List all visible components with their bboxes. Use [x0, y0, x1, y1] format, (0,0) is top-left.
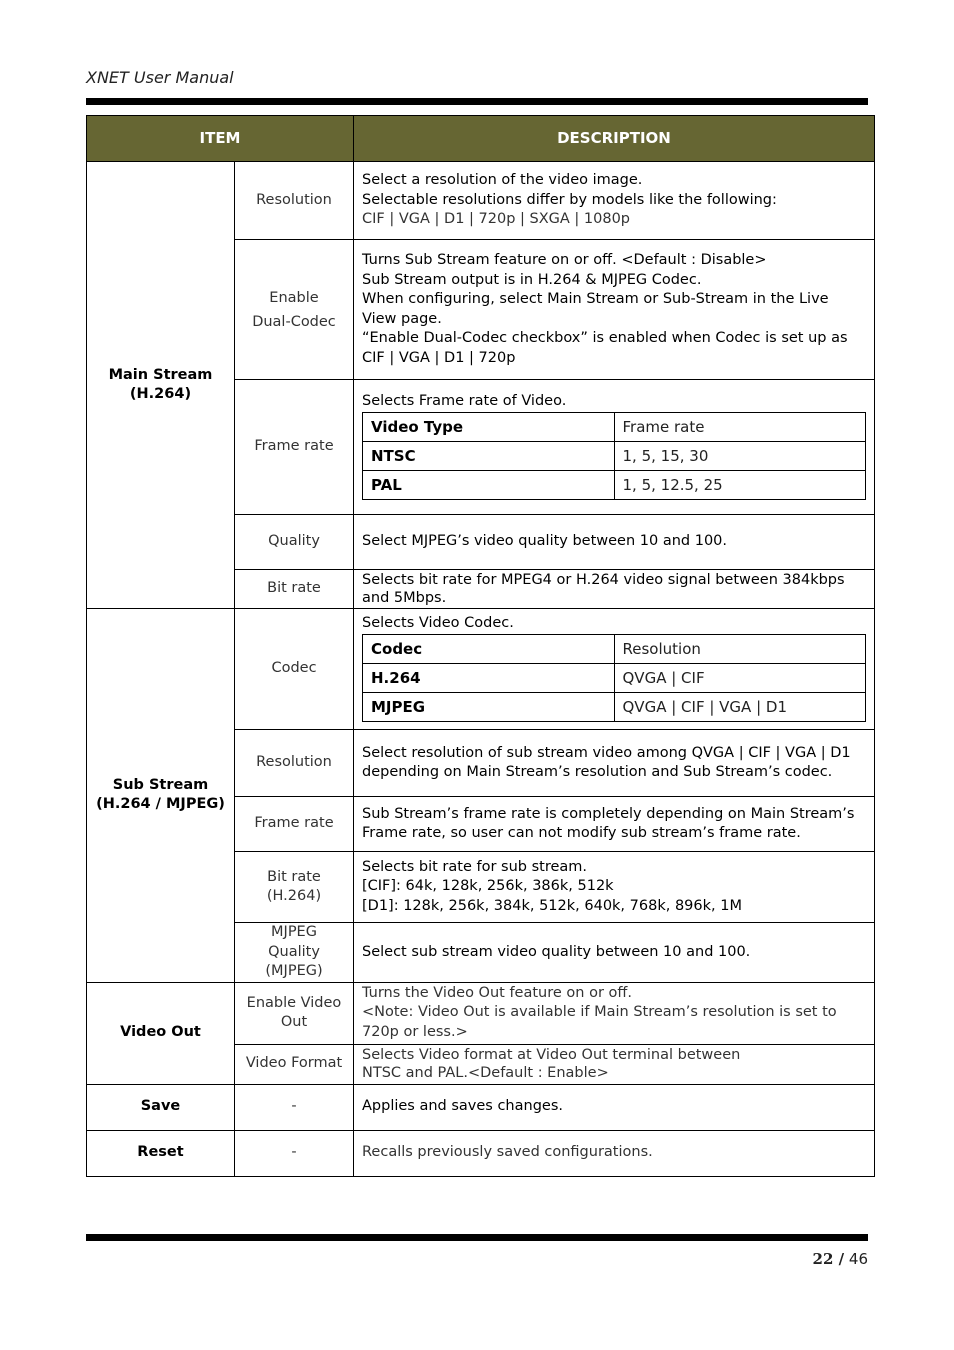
codec-description	[354, 609, 875, 730]
table-cell: Codec	[363, 635, 615, 664]
text-line: Selects Video format at Video Out terminal between	[362, 1047, 741, 1063]
save-label: Save	[87, 1084, 235, 1130]
text-line: Selects Frame rate of Video.	[362, 392, 567, 409]
codec-label: Codec	[235, 609, 354, 730]
table-row	[87, 1084, 875, 1130]
main-stream-label: Main Stream (H.264)	[87, 162, 235, 609]
table-row	[363, 664, 866, 693]
table-cell: PAL	[363, 471, 615, 500]
enable-video-out-description	[354, 982, 875, 1044]
table-row	[363, 471, 866, 500]
sub-resolution-label: Resolution	[235, 730, 354, 797]
text-line: Turns Sub Stream feature on or off. <Default : Disable>	[362, 252, 767, 268]
text-line: Select a resolution of the video image.	[362, 172, 643, 189]
header-rule	[86, 98, 868, 105]
text-line: Bit rate	[267, 868, 321, 885]
total-pages: 46	[848, 1250, 868, 1268]
reset-description: Recalls previously saved configurations.	[354, 1130, 875, 1176]
dual-codec-label	[235, 240, 354, 380]
codec-table	[362, 634, 866, 722]
text-line: Quality	[268, 943, 320, 960]
footer-rule	[86, 1234, 868, 1241]
text-line: (MJPEG)	[265, 963, 323, 979]
dual-codec-description	[354, 240, 875, 380]
sub-bit-rate-description	[354, 852, 875, 923]
table-cell: H.264	[363, 664, 615, 693]
sub-frame-rate-description: Sub Stream’s frame rate is completely depending on Main Stream’s Frame rate, so user can not modify sub stream’s frame rate.	[354, 797, 875, 852]
table-row	[87, 1130, 875, 1176]
mjpeg-quality-description: Select sub stream video quality between 10 and 100.	[354, 923, 875, 983]
table-cell: Resolution	[614, 635, 866, 664]
video-format-label: Video Format	[235, 1044, 354, 1084]
page-number	[813, 1250, 868, 1268]
text-line: When configuring, select Main Stream or Sub-Stream in the Live View page.	[362, 291, 829, 327]
document-header-title: XNET User Manual	[86, 68, 234, 87]
text-line: Selectable resolutions differ by models like the following:	[362, 191, 777, 208]
text-line: Dual-Codec	[252, 313, 336, 330]
video-format-description	[354, 1044, 875, 1084]
table-row	[363, 635, 866, 664]
text-line: [D1]: 128k, 256k, 384k, 512k, 640k, 768k, 896k, 1M	[362, 897, 742, 914]
text-line: [CIF]: 64k, 128k, 256k, 386k, 512k	[362, 878, 614, 895]
sub-frame-rate-label: Frame rate	[235, 797, 354, 852]
save-description: Applies and saves changes.	[354, 1084, 875, 1130]
table-row	[87, 162, 875, 240]
text-line: MJPEG	[271, 924, 317, 940]
resolution-label: Resolution	[235, 162, 354, 240]
table-cell: NTSC	[363, 442, 615, 471]
sub-bit-rate-label	[235, 852, 354, 923]
table-cell: Frame rate	[614, 413, 866, 442]
mjpeg-quality-label	[235, 923, 354, 983]
table-row	[363, 413, 866, 442]
current-page: 22 /	[812, 1250, 845, 1268]
table-row	[87, 982, 875, 1044]
table-row	[363, 442, 866, 471]
table-row	[87, 609, 875, 730]
text-line: Sub Stream output is in H.264 & MJPEG Codec.	[362, 271, 702, 288]
bit-rate-label: Bit rate	[235, 570, 354, 609]
table-cell: 1, 5, 12.5, 25	[614, 471, 866, 500]
reset-label: Reset	[87, 1130, 235, 1176]
table-cell: Video Type	[363, 413, 615, 442]
text-line: Selects Video Codec.	[362, 614, 514, 631]
reset-sub: -	[235, 1130, 354, 1176]
frame-rate-table	[362, 412, 866, 500]
table-cell: QVGA | CIF | VGA | D1	[614, 693, 866, 722]
sub-resolution-description: Select resolution of sub stream video among QVGA | CIF | VGA | D1 depending on Main Stream’s resolution and Sub Stream’s codec.	[354, 730, 875, 797]
text-line: Enable	[269, 289, 319, 306]
text-line: Turns the Video Out feature on or off.	[362, 984, 632, 1001]
enable-video-out-label: Enable Video Out	[235, 982, 354, 1044]
table-row	[363, 693, 866, 722]
save-sub: -	[235, 1084, 354, 1130]
video-out-label: Video Out	[87, 982, 235, 1084]
text-line: (H.264)	[266, 888, 322, 904]
text-line: Selects bit rate for sub stream.	[362, 858, 588, 875]
settings-table	[86, 115, 875, 1177]
item-column-header: ITEM	[87, 116, 354, 162]
text-line: “Enable Dual-Codec checkbox” is enabled when Codec is set up as CIF | VGA | D1 | 720p	[362, 330, 848, 366]
sub-stream-label: Sub Stream (H.264 / MJPEG)	[87, 609, 235, 983]
frame-rate-label: Frame rate	[235, 380, 354, 515]
description-column-header: DESCRIPTION	[354, 116, 875, 162]
quality-description: Select MJPEG’s video quality between 10 and 100.	[354, 515, 875, 570]
frame-rate-description	[354, 380, 875, 515]
table-cell: 1, 5, 15, 30	[614, 442, 866, 471]
resolution-description	[354, 162, 875, 240]
quality-label: Quality	[235, 515, 354, 570]
bit-rate-description: Selects bit rate for MPEG4 or H.264 video signal between 384kbps and 5Mbps.	[354, 570, 875, 609]
table-header-row	[87, 116, 875, 162]
text-line: <Note: Video Out is available if Main Stream’s resolution is set to 720p or less.>	[362, 1004, 837, 1040]
table-cell: QVGA | CIF	[614, 664, 866, 693]
text-line: NTSC and PAL.<Default : Enable>	[362, 1065, 609, 1081]
table-cell: MJPEG	[363, 693, 615, 722]
text-line: CIF | VGA | D1 | 720p | SXGA | 1080p	[362, 211, 631, 228]
